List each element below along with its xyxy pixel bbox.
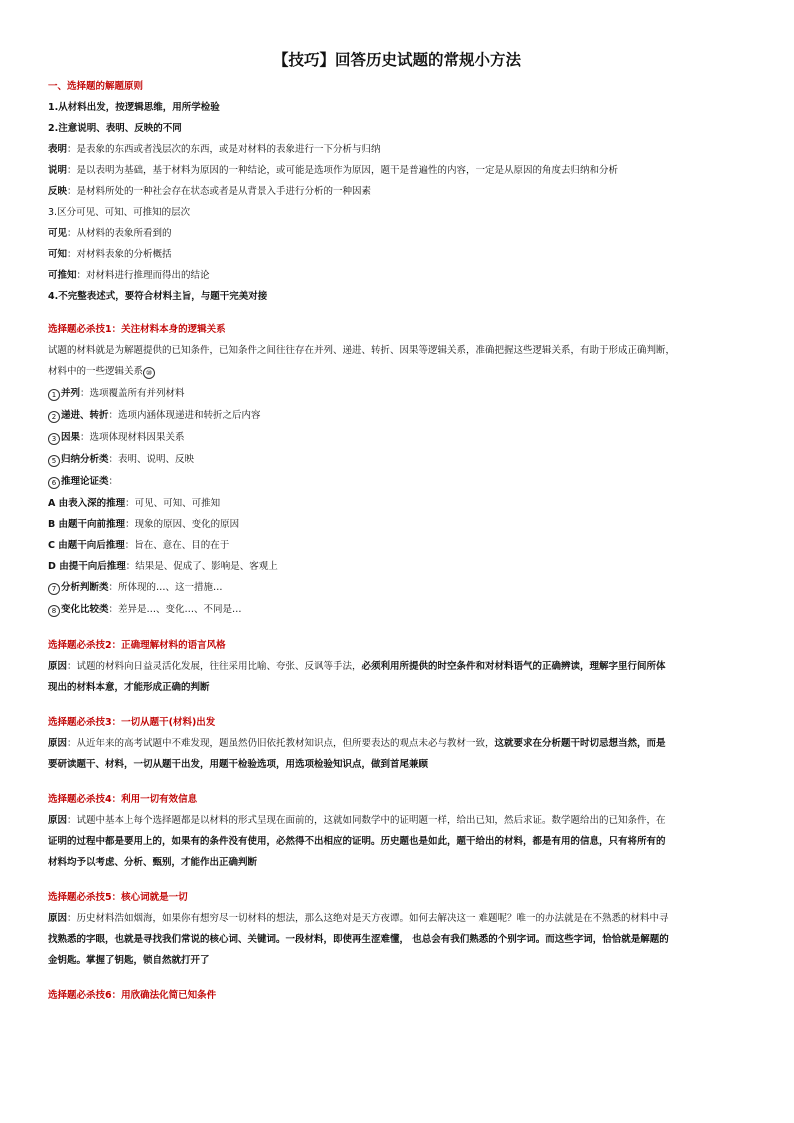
section-heading-principles: 一、选择题的解题原则 xyxy=(48,81,144,92)
text-ketuizhi: ：对材料进行推理而得出的结论 xyxy=(76,270,210,281)
tip-1-intro: 试题的材料就是为解题提供的已知条件，已知条件之间往往存在并列、递进、转折、因果等逻辑关系，准确把握这些逻辑关系，有助于形成正确判断， xyxy=(48,345,676,356)
tip-3-reason xyxy=(48,737,748,750)
item-term: 分析判断类 xyxy=(61,582,109,593)
term-shuoming: 说明 xyxy=(48,165,68,176)
tip-1-intro-2-text: 材料中的一些逻辑关系 xyxy=(48,366,144,377)
item-text: ：选项体现材料因果关系 xyxy=(80,432,185,443)
item-text: ： xyxy=(108,476,119,487)
tip-2-reason-line-2: 现出的材料本意，才能形成正确的判断 xyxy=(48,682,210,693)
sub-item-term: D 由提干向后推理 xyxy=(48,561,126,572)
item-text: ：选项覆盖所有并列材料 xyxy=(80,388,185,399)
circled-number: 6 xyxy=(48,477,60,489)
circled-number: 3 xyxy=(48,433,60,445)
sub-item xyxy=(48,518,748,531)
reason-text: ：试题的材料向日益灵活化发展，往往采用比喻、夸张、反讽等手法， xyxy=(67,661,362,672)
sub-item-term: B 由题干向前推理 xyxy=(48,519,126,530)
term-kezhi: 可知 xyxy=(48,249,68,260)
tip-4-reason xyxy=(48,814,748,827)
sub-item-text: ：结果是、促成了、影响是、客观上 xyxy=(125,561,278,572)
list-item xyxy=(48,453,748,467)
circled-number: 7 xyxy=(48,583,60,595)
text-kezhi: ：对材料表象的分析概括 xyxy=(67,249,172,260)
reason-label: 原因 xyxy=(48,913,68,924)
tip-4-reason-line-3: 材料均予以考虑、分析、甄别，才能作出正确判断 xyxy=(48,857,258,868)
list-item xyxy=(48,475,748,489)
item-term: 推理论证类 xyxy=(61,476,109,487)
tip-3-reason-line-2: 要研读题干、材料，一切从题干出发，用题干检验选项，用选项检验知识点，做到首尾兼顾 xyxy=(48,759,429,770)
tip-2-reason xyxy=(48,660,748,673)
definition-fanying xyxy=(48,185,748,198)
sub-item-term: C 由题干向后推理 xyxy=(48,540,125,551)
item-term: 归纳分析类 xyxy=(61,454,109,465)
text-biaoming: ：是表象的东西或者浅层次的东西，或是对材料的表象进行一下分析与归纳 xyxy=(67,144,381,155)
term-ketuizhi: 可推知 xyxy=(48,270,77,281)
definition-kejian xyxy=(48,227,748,240)
reason-label: 原因 xyxy=(48,815,68,826)
item-term: 递进、转折 xyxy=(61,410,109,421)
reason-label: 原因 xyxy=(48,738,68,749)
principle-2: 2.注意说明、表明、反映的不同 xyxy=(48,123,182,134)
sub-item-text: ：旨在、意在、目的在于 xyxy=(124,540,230,551)
section-heading-tip-5: 选择题必杀技5：核心词就是一切 xyxy=(48,892,188,903)
circled-number-mark: ⑩ xyxy=(143,367,155,379)
sub-item xyxy=(48,539,748,552)
tip-5-reason xyxy=(48,912,748,925)
item-term: 因果 xyxy=(61,432,81,443)
section-heading-tip-4: 选择题必杀技4：利用一切有效信息 xyxy=(48,794,198,805)
circled-number: 2 xyxy=(48,411,60,423)
reason-label: 原因 xyxy=(48,661,68,672)
sub-item xyxy=(48,497,748,510)
definition-biaoming xyxy=(48,143,748,156)
sub-item-text: ：可见、可知、可推知 xyxy=(125,498,221,509)
text-shuoming: ：是以表明为基础，基于材料为原因的一种结论，或可能是选项作为原因，题干是普遍性的内容，一定是从原因的角度去归纳和分析 xyxy=(67,165,619,176)
text-kejian: ：从材料的表象所看到的 xyxy=(67,228,172,239)
logic-items xyxy=(48,387,748,489)
sub-item-term: A 由表入深的推理 xyxy=(48,498,126,509)
item-term: 变化比较类 xyxy=(61,604,109,615)
circled-number: 8 xyxy=(48,605,60,617)
principle-4: 4.不完整表述式，要符合材料主旨，与题干完美对接 xyxy=(48,291,268,302)
tip-4-reason-line-2: 证明的过程中都是要用上的，如果有的条件没有使用，必然得不出相应的证明。历史题也是如此，题干给出的材料，都是有用的信息，只有将所有的 xyxy=(48,836,666,847)
circled-number: 1 xyxy=(48,389,60,401)
circled-number: 5 xyxy=(48,455,60,467)
definition-kezhi xyxy=(48,248,748,261)
item-text: ：选项内涵体现递进和转折之后内容 xyxy=(108,410,261,421)
tip-1-intro-2 xyxy=(48,365,748,379)
reasoning-subitems xyxy=(48,497,748,573)
sub-item-text: ：现象的原因、变化的原因 xyxy=(125,519,240,530)
section-heading-tip-3: 选择题必杀技3：一切从题干(材料)出发 xyxy=(48,717,216,728)
sub-item xyxy=(48,560,748,573)
item-text: ：表明、说明、反映 xyxy=(108,454,195,465)
principle-3: 3.区分可见、可知、可推知的层次 xyxy=(48,207,191,218)
item-text: ：所体现的…、这一措施… xyxy=(108,582,223,593)
definition-ketuizhi xyxy=(48,269,748,282)
text-fanying: ：是材料所处的一种社会存在状态或者是从背景入手进行分析的一种因素 xyxy=(67,186,372,197)
reason-text: ：历史材料浩如烟海，如果你有想穷尽一切材料的想法，那么这绝对是天方夜谭。如何去解决这一 难题呢？唯一的办法就是在不熟悉的材料中寻 xyxy=(67,913,669,924)
item-text: ：差异是…、变化…、不同是… xyxy=(108,604,242,615)
reason-text: ：从近年来的高考试题中不难发现，题虽然仍旧依托教材知识点，但所要表达的观点未必与教材一致， xyxy=(67,738,495,749)
term-biaoming: 表明 xyxy=(48,144,68,155)
section-heading-tip-1: 选择题必杀技1：关注材料本身的逻辑关系 xyxy=(48,324,226,335)
principle-1: 1.从材料出发，按逻辑思维，用所学检验 xyxy=(48,102,220,113)
term-fanying: 反映 xyxy=(48,186,68,197)
tip-5-reason-line-2: 找熟悉的字眼，也就是寻找我们常说的核心词、关键词。一段材料，即使再生涩难懂， 也总会有我们熟悉的个别字词。而这些字词，恰恰就是解题的 xyxy=(48,934,669,945)
section-heading-tip-2: 选择题必杀技2：正确理解材料的语言风格 xyxy=(48,640,226,651)
list-item xyxy=(48,603,748,617)
list-item xyxy=(48,387,748,401)
definition-shuoming xyxy=(48,164,748,177)
list-item xyxy=(48,409,748,423)
document-body xyxy=(48,80,748,1010)
section-heading-tip-6: 选择题必杀技6：用欣确法化简已知条件 xyxy=(48,990,217,1001)
reason-text-bold: 这就要求在分析题干时切忌想当然，而是 xyxy=(494,738,666,749)
list-item xyxy=(48,581,748,595)
reason-text-bold: 必须利用所提供的时空条件和对材料语气的正确辨读，理解字里行间所体 xyxy=(361,661,666,672)
logic-items-2 xyxy=(48,581,748,617)
page-title: 【技巧】回答历史试题的常规小方法 xyxy=(272,51,521,69)
reason-text: ：试题中基本上每个选择题都是以材料的形式呈现在面前的，这就如同数学中的证明题一样，给出已知，然后求证。数学题给出的已知条件，在 xyxy=(67,815,666,826)
term-kejian: 可见 xyxy=(48,228,68,239)
list-item xyxy=(48,431,748,445)
item-term: 并列 xyxy=(61,388,81,399)
tip-5-reason-line-3: 金钥匙。掌握了钥匙，锁自然就打开了 xyxy=(48,955,210,966)
